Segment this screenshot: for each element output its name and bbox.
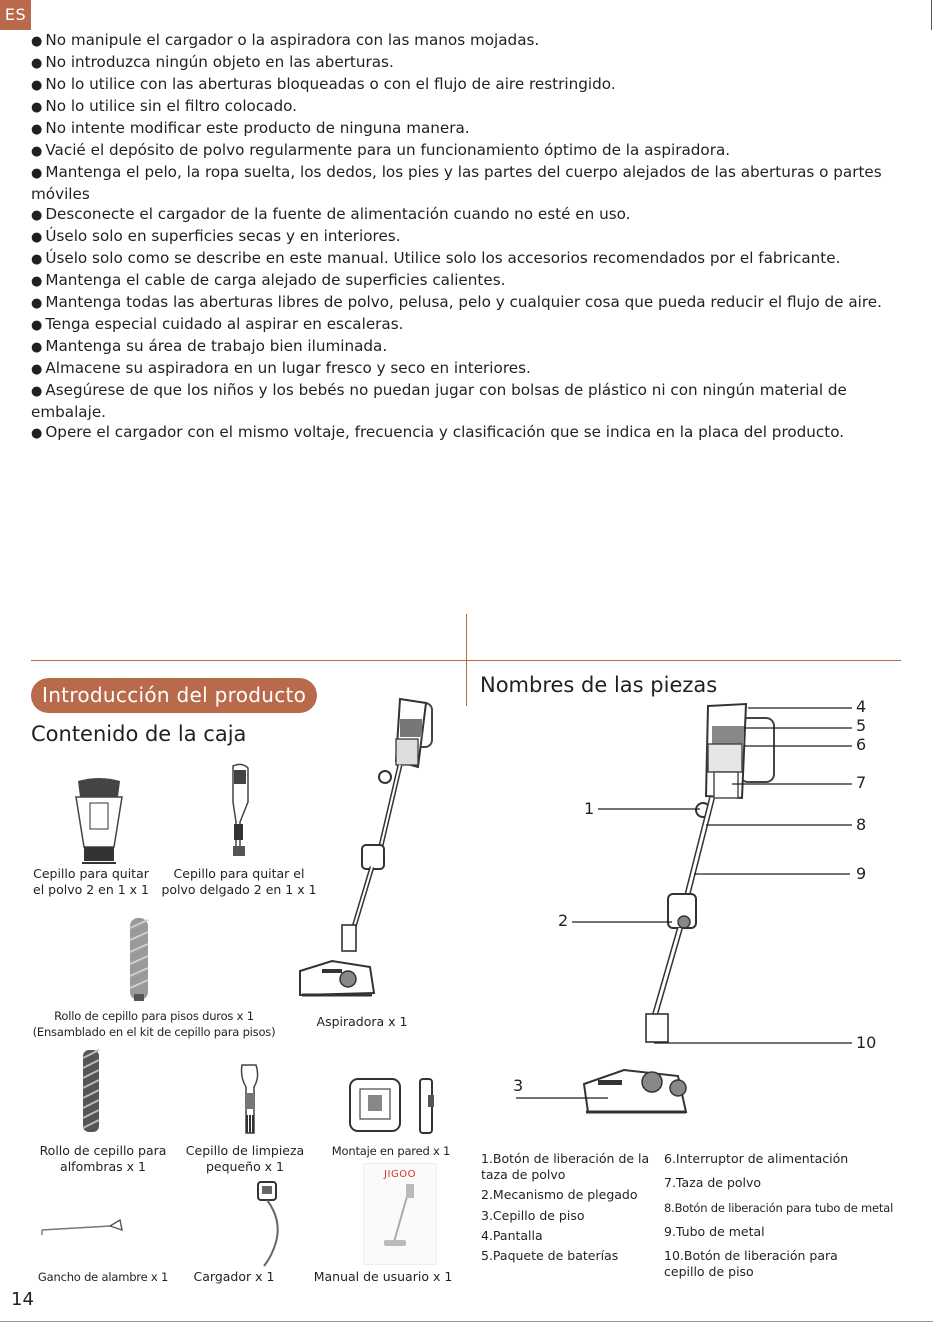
caption-vacuum: Aspiradora x 1 [316,1014,408,1029]
bullet-icon: ● [31,78,43,93]
manual-cover-vacuum-icon [370,1180,430,1256]
bullet-icon: ● [31,274,43,289]
legend-item-7: 7.Taza de polvo [664,1175,762,1190]
caption-carpet-roll: Rollo de cepillo para alfombras x 1 [39,1143,167,1174]
charger-illustration [250,1180,286,1270]
bullet-icon: ● [31,296,43,311]
bullet-icon: ● [31,144,43,159]
wall-mount-illustration [348,1077,444,1137]
bullet-icon: ● [31,34,43,49]
caption-manual: Manual de usuario x 1 [313,1269,453,1284]
legend-item-8: 8.Botón de liberación para tubo de metal [664,1201,894,1215]
caption-small-brush: Cepillo de limpieza pequeño x 1 [185,1143,305,1174]
bullet-icon: ● [31,166,43,181]
safety-list [31,30,901,444]
legend-item-1: 1.Botón de liberación de la taza de polvo [481,1151,650,1182]
part-number-2: 2 [558,911,569,930]
part-number-6: 6 [856,735,867,754]
bullet-icon: ● [31,208,43,223]
legend-item-5: 5.Paquete de baterías [481,1248,619,1263]
part-number-10: 10 [856,1033,877,1052]
top-edge-rule [931,0,932,30]
legend-item-3: 3.Cepillo de piso [481,1208,585,1223]
parts-diagram [500,698,860,1128]
bullet-icon: ● [31,230,43,245]
part-number-5: 5 [856,716,867,735]
safety-item: ● Mantenga su área de trabajo bien iluminada. [31,337,388,355]
manual-brand-logo: JIGOO [384,1169,416,1180]
safety-item: ● No introduzca ningún objeto en las aberturas. [31,53,394,71]
safety-item: ● Mantenga todas las aberturas libres de polvo, pelusa, pelo y cualquier cosa que pueda reducir el flujo de aire. [31,293,882,311]
bullet-icon: ● [31,384,43,399]
caption-wall-mount: Montaje en pared x 1 [331,1144,451,1158]
user-manual-illustration [363,1163,437,1265]
safety-item: ● Úselo solo como se describe en este manual. Utilice solo los accesorios recomendados por el fabricante. [31,249,841,267]
dust-brush-illustration [68,775,130,865]
caption-hard-floor-roll: Rollo de cepillo para pisos duros x 1 (Ensamblado en el kit de cepillo para pisos) [32,1009,276,1039]
part-number-8: 8 [856,815,867,834]
bullet-icon: ● [31,318,43,333]
safety-item: ● No lo utilice sin el filtro colocado. [31,97,297,115]
bottom-edge-rule [0,1321,933,1322]
safety-item: ● Mantenga el cable de carga alejado de superficies calientes. [31,271,506,289]
carpet-roll-illustration [81,1048,101,1134]
part-number-1: 1 [584,799,595,818]
safety-item: ● No manipule el cargador o la aspiradora con las manos mojadas. [31,31,540,49]
legend-item-10: 10.Botón de liberación para cepillo de piso [664,1248,838,1279]
legend-item-9: 9.Tubo de metal [664,1224,765,1239]
safety-item: ● Asegúrese de que los niños y los bebés no puedan jugar con bolsas de plástico ni con ningún material de embalaje. [31,381,847,421]
safety-item: ● Vacié el depósito de polvo regularmente para un funcionamiento óptimo de la aspiradora. [31,141,731,159]
slim-brush-illustration [224,762,256,858]
bullet-icon: ● [31,340,43,355]
bullet-icon: ● [31,100,43,115]
small-brush-illustration [236,1063,264,1141]
bullet-icon: ● [31,362,43,377]
bullet-icon: ● [31,122,43,137]
safety-item: ● Opere el cargador con el mismo voltaje, frecuencia y clasificación que se indica en la placa del producto. [31,423,845,441]
legend-item-2: 2.Mecanismo de plegado [481,1187,638,1202]
bullet-icon: ● [31,56,43,71]
legend-item-4: 4.Pantalla [481,1228,543,1243]
section-title-pill: Introducción del producto [31,678,317,713]
hard-floor-roll-illustration [128,916,150,1002]
part-number-9: 9 [856,864,867,883]
safety-item: ● Desconecte el cargador de la fuente de alimentación cuando no esté en uso. [31,205,631,223]
part-number-3: 3 [513,1076,524,1095]
safety-item: ● No lo utilice con las aberturas bloqueadas o con el flujo de aire restringido. [31,75,616,93]
parts-names-heading: Nombres de las piezas [480,673,718,697]
part-number-4: 4 [856,697,867,716]
caption-slim-brush: Cepillo para quitar el polvo delgado 2 en 1 x 1 [161,866,317,897]
safety-item: ● No intente modificar este producto de ninguna manera. [31,119,470,137]
safety-item: ● Tenga especial cuidado al aspirar en escaleras. [31,315,404,333]
parts-vacuum-drawing [584,704,774,1112]
caption-dust-brush: Cepillo para quitar el polvo 2 en 1 x 1 [33,866,149,897]
language-tab: ES [0,0,31,30]
vacuum-illustration [296,697,440,1005]
box-contents-heading: Contenido de la caja [31,722,247,746]
safety-item: ● Úselo solo en superficies secas y en interiores. [31,227,401,245]
page-number: 14 [11,1289,34,1310]
legend-item-6: 6.Interruptor de alimentación [664,1151,849,1166]
caption-wire-hook: Gancho de alambre x 1 [37,1270,169,1284]
wire-hook-illustration [38,1218,124,1238]
part-number-7: 7 [856,773,867,792]
bullet-icon: ● [31,426,43,441]
safety-item: ● Almacene su aspiradora en un lugar fresco y seco en interiores. [31,359,531,377]
caption-charger: Cargador x 1 [193,1269,275,1284]
section-divider-horizontal [31,660,901,661]
bullet-icon: ● [31,252,43,267]
safety-item: ● Mantenga el pelo, la ropa suelta, los dedos, los pies y las partes del cuerpo alejados de las aberturas o partes móviles [31,163,882,203]
